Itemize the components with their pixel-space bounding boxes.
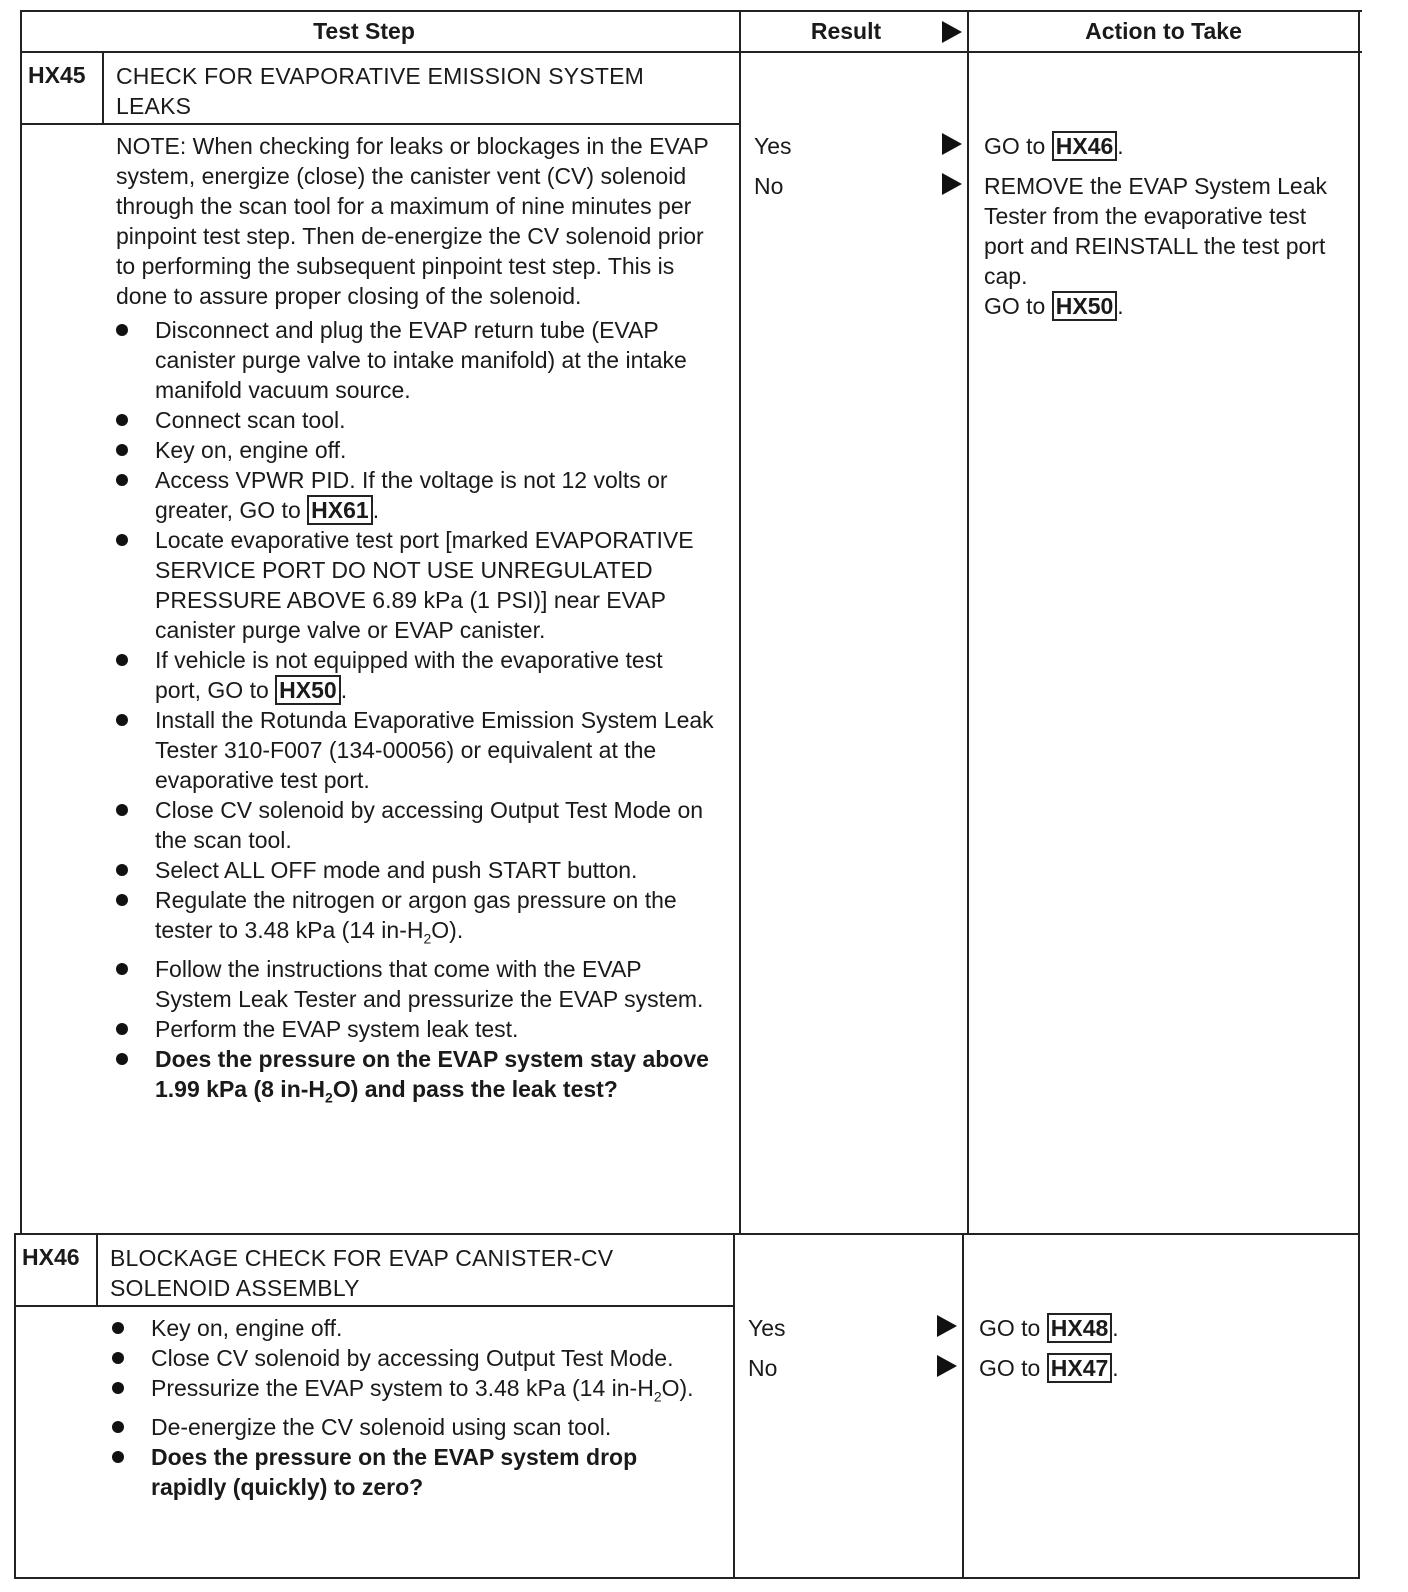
ref-link-hx61[interactable]: HX61 [307, 495, 373, 525]
ref-link-hx46[interactable]: HX46 [1052, 131, 1118, 161]
hx46-action-yes: GO to HX48 . [979, 1315, 1119, 1341]
hx46-action-no: GO to HX47 . [979, 1355, 1119, 1381]
list-item: De-energize the CV solenoid using scan tool. [112, 1412, 710, 1442]
hx46-bullet-list [112, 1313, 710, 1502]
result-column-divider-lower [733, 1233, 735, 1579]
hx45-bullet-list [116, 315, 714, 1112]
header-result: Result [810, 18, 882, 44]
hx46-step-id: HX46 [22, 1244, 80, 1270]
table-left-border-lower [14, 1233, 16, 1579]
list-item: Perform the EVAP system leak test. [116, 1014, 714, 1044]
hx46-id-divider [96, 1233, 98, 1307]
hx46-result-no: No [748, 1355, 778, 1381]
ref-link-hx47[interactable]: HX47 [1047, 1353, 1113, 1383]
hx45-action-yes: GO to HX46 . [984, 133, 1124, 159]
hx46-result-yes: Yes [748, 1315, 786, 1341]
hx45-yes-arrow-icon [942, 133, 962, 155]
ref-link-hx48[interactable]: HX48 [1047, 1313, 1113, 1343]
list-item: Pressurize the EVAP system to 3.48 kPa (14 $in-H_2O$). [112, 1373, 710, 1412]
header-bottom-border [20, 51, 1362, 53]
hx45-body [116, 131, 714, 1112]
hx45-step-title: CHECK FOR EVAPORATIVE EMISSION SYSTEM LEAKS [116, 63, 644, 119]
list-item: Connect scan tool. [116, 405, 714, 435]
ref-link-hx50[interactable]: HX50 [275, 675, 341, 705]
list-item: Close CV solenoid by accessing Output Test Mode. [112, 1343, 710, 1373]
table-right-border [1358, 10, 1360, 1579]
hx46-body [112, 1313, 710, 1502]
list-item: Select ALL OFF mode and push START button. [116, 855, 714, 885]
hx45-no-arrow-icon [942, 173, 962, 195]
action-column-divider [967, 10, 969, 1233]
list-item: Install the Rotunda Evaporative Emission System Leak Tester 310-F007 (134-00056) or equivalent at the evaporative test port. [116, 705, 714, 795]
hx46-no-arrow-icon [937, 1355, 957, 1377]
hx45-title-underline [20, 123, 740, 125]
hx45-result-no: No [754, 173, 784, 199]
list-item: Key on, engine off. [116, 435, 714, 465]
hx46-title-underline [14, 1305, 734, 1307]
header-arrow-icon [942, 21, 962, 43]
table-left-border [20, 10, 22, 1233]
header-action: Action to Take [1085, 18, 1242, 44]
list-item: Follow the instructions that come with the EVAP System Leak Tester and pressurize the EVAP system. [116, 954, 714, 1014]
list-item: Key on, engine off. [112, 1313, 710, 1343]
header-test-step: Test Step [313, 18, 415, 44]
action-column-divider-lower [962, 1233, 964, 1579]
list-item: Regulate the nitrogen or argon gas pressure on the tester to 3.48 kPa (14 $in-H_2O$). [116, 885, 714, 954]
table-bottom-border [14, 1577, 1360, 1579]
hx46-step-title: BLOCKAGE CHECK FOR EVAP CANISTER-CV SOLENOID ASSEMBLY [110, 1245, 614, 1301]
hx46-question: Does the pressure on the EVAP system drop rapidly (quickly) to zero? [112, 1442, 710, 1502]
list-item: Disconnect and plug the EVAP return tube (EVAP canister purge valve to intake manifold) at the intake manifold vacuum source. [116, 315, 714, 405]
hx45-id-divider [102, 51, 104, 125]
hx45-action-no: REMOVE the EVAP System Leak Tester from the evaporative test port and REINSTALL the test port cap. GO to HX50 . [984, 173, 1328, 319]
hx46-yes-arrow-icon [937, 1315, 957, 1337]
hx45-step-id: HX45 [28, 62, 86, 88]
list-item: Locate evaporative test port [marked EVAPORATIVE SERVICE PORT DO NOT USE UNREGULATED PRESSURE ABOVE 6.89 kPa (1 PSI)] near EVAP canister purge valve or EVAP canister. [116, 525, 714, 645]
hx45-result-yes: Yes [754, 133, 792, 159]
list-item: If vehicle is not equipped with the evaporative test port, GO to HX50 . [116, 645, 714, 705]
result-column-divider [739, 10, 741, 1233]
hx45-question: Does the pressure on the EVAP system stay above 1.99 kPa (8 $in-H_2O$) and pass the leak test? [116, 1044, 714, 1113]
hx46-top-border [14, 1233, 1360, 1235]
ref-link-hx50-action[interactable]: HX50 [1052, 291, 1118, 321]
list-item: Access VPWR PID. If the voltage is not 12 volts or greater, GO to HX61 . [116, 465, 714, 525]
list-item: Close CV solenoid by accessing Output Test Mode on the scan tool. [116, 795, 714, 855]
hx45-note: NOTE: When checking for leaks or blockages in the EVAP system, energize (close) the canister vent (CV) solenoid through the scan tool for a maximum of nine minutes per pinpoint test step. Then de-energize the CV solenoid prior to performing the subsequent pinpoint test step. This is done to assure proper closing of the solenoid. [116, 133, 709, 309]
